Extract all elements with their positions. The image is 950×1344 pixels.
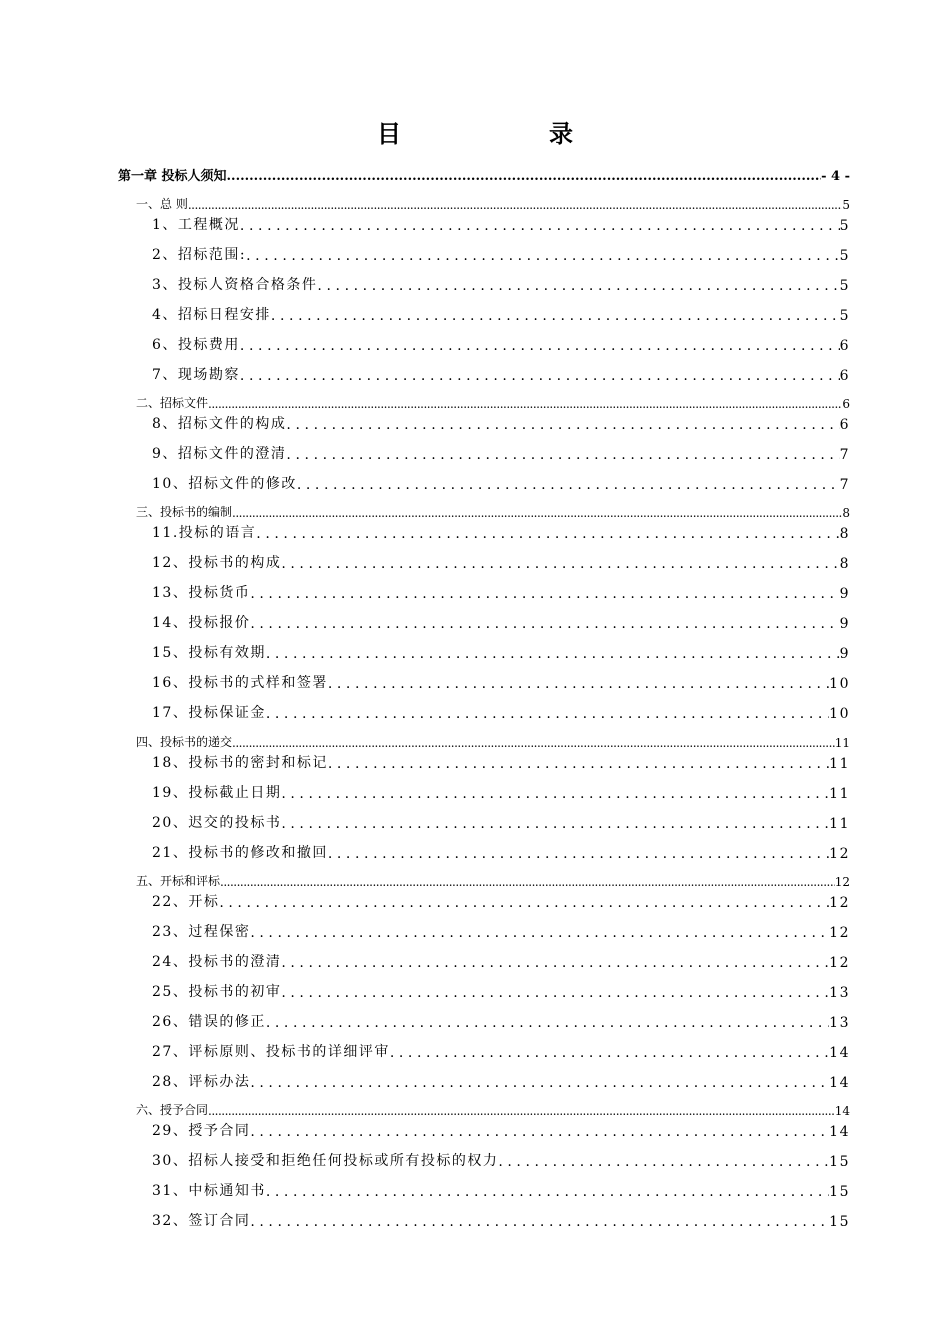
toc-section[interactable] bbox=[136, 394, 850, 411]
toc-item[interactable] bbox=[152, 1120, 850, 1140]
toc-label: 2、招标范围: bbox=[152, 247, 247, 263]
toc-item[interactable] bbox=[152, 981, 850, 1001]
toc-page-number: 6 bbox=[839, 368, 850, 384]
toc-item[interactable] bbox=[152, 782, 850, 802]
toc-leader bbox=[256, 526, 839, 542]
toc-leader bbox=[250, 1124, 829, 1140]
toc-page-number: 7 bbox=[839, 477, 850, 493]
toc-label: 六、授予合同 bbox=[136, 1103, 209, 1117]
toc-section[interactable] bbox=[136, 733, 850, 750]
toc-section[interactable] bbox=[136, 1101, 850, 1118]
toc-page-number: 5 bbox=[839, 218, 850, 234]
toc-item[interactable] bbox=[152, 1180, 850, 1200]
toc-label: 7、现场勘察 bbox=[152, 367, 240, 383]
toc-label: 四、投标书的递交 bbox=[136, 735, 233, 749]
toc-page-number: 11 bbox=[829, 816, 850, 832]
toc-leader bbox=[240, 338, 840, 354]
toc-label: 24、投标书的澄清 bbox=[152, 954, 282, 970]
toc-leader bbox=[317, 278, 839, 294]
toc-page-number: 9 bbox=[839, 586, 850, 602]
toc-item[interactable] bbox=[152, 304, 850, 324]
toc-item[interactable] bbox=[152, 364, 850, 384]
toc-leader bbox=[219, 895, 829, 911]
toc-page-number: 14 bbox=[829, 1075, 850, 1091]
toc-leader bbox=[240, 218, 840, 234]
toc-label: 13、投标货币 bbox=[152, 585, 251, 601]
toc-page-number: 15 bbox=[829, 1154, 850, 1170]
toc-leader bbox=[390, 1045, 829, 1061]
toc-label: 三、投标书的编制 bbox=[136, 505, 233, 519]
toc-leader bbox=[266, 1015, 829, 1031]
toc-label: 18、投标书的密封和标记 bbox=[152, 755, 328, 771]
toc-label: 27、评标原则、投标书的详细评审 bbox=[152, 1044, 390, 1060]
toc-label: 21、投标书的修改和撤回 bbox=[152, 845, 328, 861]
toc-page-number: 9 bbox=[839, 646, 850, 662]
toc-leader bbox=[220, 875, 835, 889]
toc-leader bbox=[498, 1154, 829, 1170]
toc-leader bbox=[240, 368, 840, 384]
toc-label: 10、招标文件的修改 bbox=[152, 476, 297, 492]
toc-leader bbox=[208, 397, 842, 411]
toc-label: 15、投标有效期 bbox=[152, 645, 266, 661]
toc-label: 五、开标和评标 bbox=[136, 874, 221, 888]
toc-leader bbox=[266, 646, 840, 662]
toc-leader bbox=[297, 477, 840, 493]
toc-item[interactable] bbox=[152, 413, 850, 433]
toc-page-number: 12 bbox=[829, 955, 850, 971]
toc-leader bbox=[250, 1075, 829, 1091]
toc-label: 26、错误的修正 bbox=[152, 1014, 266, 1030]
toc-item[interactable] bbox=[152, 522, 850, 542]
toc-label: 6、投标费用 bbox=[152, 337, 240, 353]
toc-leader bbox=[250, 1214, 829, 1230]
toc-item[interactable] bbox=[152, 244, 850, 264]
toc-label: 第一章 投标人须知 bbox=[118, 169, 227, 184]
toc-page-number: 10 bbox=[829, 676, 850, 692]
toc-item[interactable] bbox=[152, 443, 850, 463]
toc-label: 1、工程概况 bbox=[152, 217, 240, 233]
toc-item[interactable] bbox=[152, 214, 850, 234]
toc-leader bbox=[281, 556, 839, 572]
toc-item[interactable] bbox=[152, 1150, 850, 1170]
toc-item[interactable] bbox=[152, 1210, 850, 1230]
toc-leader bbox=[328, 676, 829, 692]
toc-label: 4、招标日程安排 bbox=[152, 307, 271, 323]
toc-page-number: 8 bbox=[842, 506, 850, 520]
toc-page-number: 6 bbox=[842, 397, 850, 411]
toc-page-number: 13 bbox=[829, 985, 850, 1001]
toc-item[interactable] bbox=[152, 891, 850, 911]
toc-leader bbox=[328, 756, 829, 772]
toc-leader bbox=[246, 248, 839, 264]
toc-section[interactable] bbox=[136, 195, 850, 212]
toc-page-number: 5 bbox=[839, 278, 850, 294]
toc-label: 19、投标截止日期 bbox=[152, 785, 282, 801]
toc-section[interactable] bbox=[136, 503, 850, 520]
toc-leader bbox=[208, 1104, 835, 1118]
toc-label: 30、招标人接受和拒绝任何投标或所有投标的权力 bbox=[152, 1153, 499, 1169]
toc-leader bbox=[266, 706, 829, 722]
toc-label: 16、投标书的式样和签署 bbox=[152, 675, 328, 691]
toc-leader bbox=[250, 616, 839, 632]
toc-page-number: 6 bbox=[839, 338, 850, 354]
toc-label: 二、招标文件 bbox=[136, 396, 209, 410]
toc-label: 23、过程保密 bbox=[152, 924, 251, 940]
toc-item[interactable] bbox=[152, 642, 850, 662]
toc-page-number: 12 bbox=[829, 895, 850, 911]
toc-page-number: 10 bbox=[829, 706, 850, 722]
toc-label: 9、招标文件的澄清 bbox=[152, 446, 287, 462]
toc-leader bbox=[281, 985, 829, 1001]
toc-leader bbox=[232, 506, 842, 520]
toc-label: 一、总 则 bbox=[136, 197, 188, 211]
toc-item[interactable] bbox=[152, 672, 850, 692]
toc-page-number: 15 bbox=[829, 1184, 850, 1200]
toc-leader bbox=[281, 786, 829, 802]
toc-page-number: 9 bbox=[839, 616, 850, 632]
toc-item[interactable] bbox=[152, 473, 850, 493]
toc-label: 11.投标的语言 bbox=[152, 525, 257, 541]
toc-leader bbox=[271, 308, 840, 324]
toc-leader bbox=[281, 816, 829, 832]
toc-page-number: 11 bbox=[834, 736, 850, 750]
toc-item[interactable] bbox=[152, 842, 850, 862]
toc-leader bbox=[286, 417, 839, 433]
toc-label: 31、中标通知书 bbox=[152, 1183, 266, 1199]
toc-page-number: 14 bbox=[829, 1045, 850, 1061]
toc-page-number: 5 bbox=[842, 198, 850, 212]
toc-item[interactable] bbox=[152, 752, 850, 772]
toc-label: 17、投标保证金 bbox=[152, 705, 266, 721]
toc-label: 29、授予合同 bbox=[152, 1123, 251, 1139]
toc-page-number: 11 bbox=[829, 786, 850, 802]
toc-page-number: 12 bbox=[829, 846, 850, 862]
toc-page-number: 7 bbox=[839, 447, 850, 463]
toc-leader bbox=[328, 846, 829, 862]
toc-leader bbox=[188, 198, 843, 212]
toc-item[interactable] bbox=[152, 274, 850, 294]
toc-page-number: 8 bbox=[839, 556, 850, 572]
toc-leader bbox=[266, 1184, 829, 1200]
toc-label: 20、迟交的投标书 bbox=[152, 815, 282, 831]
toc-item[interactable] bbox=[152, 612, 850, 632]
toc-item[interactable] bbox=[152, 582, 850, 602]
toc-item[interactable] bbox=[152, 951, 850, 971]
toc-page-number: - 4 - bbox=[821, 169, 850, 184]
toc-chapter[interactable] bbox=[118, 165, 850, 184]
toc-leader bbox=[281, 955, 829, 971]
toc-item[interactable] bbox=[152, 702, 850, 722]
toc-item[interactable] bbox=[152, 552, 850, 572]
toc-label: 32、签订合同 bbox=[152, 1213, 251, 1229]
toc-label: 12、投标书的构成 bbox=[152, 555, 282, 571]
toc-leader bbox=[250, 925, 829, 941]
toc-page-number: 13 bbox=[829, 1015, 850, 1031]
toc-label: 25、投标书的初审 bbox=[152, 984, 282, 1000]
toc-page-number: 12 bbox=[834, 875, 850, 889]
toc-page-number: 6 bbox=[839, 417, 850, 433]
page-title: 目 录 bbox=[377, 119, 635, 148]
toc-page-number: 14 bbox=[829, 1124, 850, 1140]
toc-page-number: 5 bbox=[839, 248, 850, 264]
toc-leader bbox=[227, 169, 822, 184]
toc-label: 22、开标 bbox=[152, 894, 220, 910]
toc-item[interactable] bbox=[152, 334, 850, 354]
toc-item[interactable] bbox=[152, 1071, 850, 1091]
toc-label: 14、投标报价 bbox=[152, 615, 251, 631]
toc-page-number: 12 bbox=[829, 925, 850, 941]
toc-item[interactable] bbox=[152, 921, 850, 941]
toc-page-number: 8 bbox=[839, 526, 850, 542]
toc-page-number: 11 bbox=[829, 756, 850, 772]
toc-page-number: 14 bbox=[834, 1104, 850, 1118]
toc-label: 3、投标人资格合格条件 bbox=[152, 277, 318, 293]
toc-item[interactable] bbox=[152, 812, 850, 832]
toc-label: 28、评标办法 bbox=[152, 1074, 251, 1090]
toc-leader bbox=[286, 447, 839, 463]
toc-label: 8、招标文件的构成 bbox=[152, 416, 287, 432]
toc-leader bbox=[232, 736, 835, 750]
toc-section[interactable] bbox=[136, 872, 850, 889]
toc-item[interactable] bbox=[152, 1041, 850, 1061]
toc-leader bbox=[250, 586, 839, 602]
toc-page-number: 15 bbox=[829, 1214, 850, 1230]
toc-item[interactable] bbox=[152, 1011, 850, 1031]
toc-page-number: 5 bbox=[839, 308, 850, 324]
